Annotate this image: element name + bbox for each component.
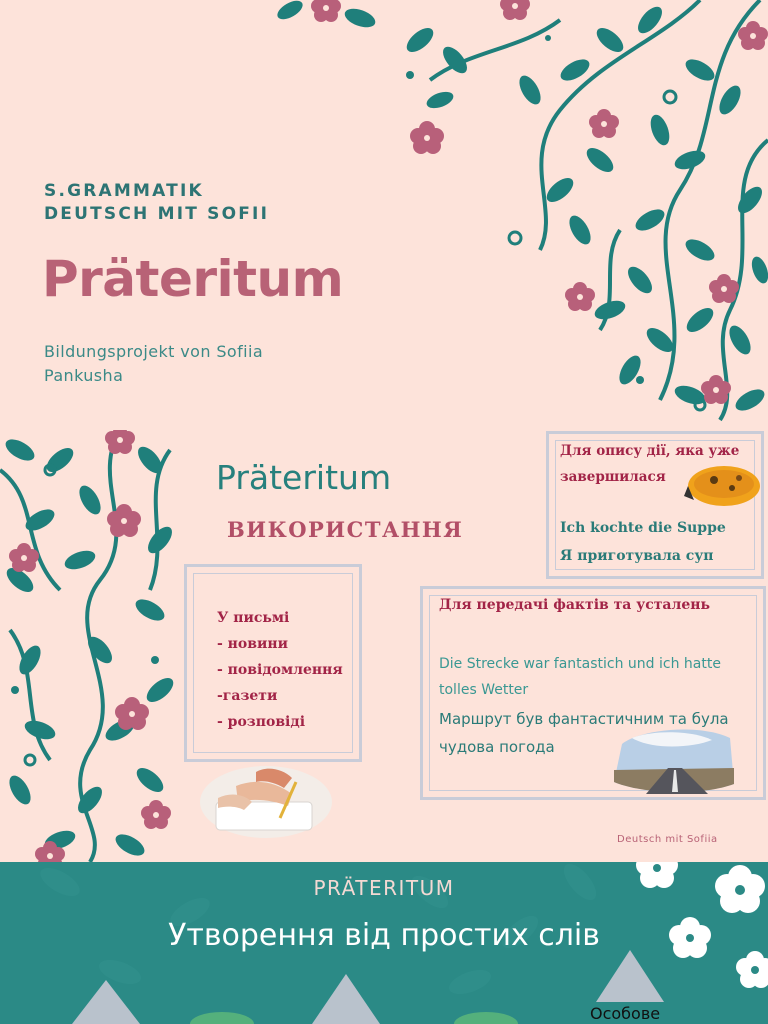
card-completed-examples bbox=[560, 514, 726, 570]
usage-heading: ВИКОРИСТАННЯ bbox=[227, 517, 464, 542]
writing-line: - новини bbox=[217, 636, 289, 652]
road-landscape-image bbox=[612, 724, 736, 796]
formation-kicker: PRÄTERITUM bbox=[313, 876, 455, 900]
completed-example-ua: Я приготувала суп bbox=[560, 548, 714, 564]
kicker-line-2: DEUTSCH MIT SOFII bbox=[44, 204, 270, 224]
writing-hands-image bbox=[196, 758, 336, 840]
card-facts-heading: Для передачі фактів та усталень bbox=[439, 597, 711, 613]
soup-pot-image bbox=[684, 460, 764, 510]
writing-line: - розповіді bbox=[217, 714, 306, 730]
series-kicker bbox=[44, 180, 269, 226]
writing-line: У письмі bbox=[217, 610, 290, 626]
formation-title: Утворення від простих слів bbox=[168, 918, 600, 953]
completed-example-de: Ich kochte die Suppe bbox=[560, 520, 726, 536]
slide-footer-credit: Deutsch mit Sofiia bbox=[617, 834, 718, 845]
completed-heading-line-1: Для опису дії, яка уже bbox=[560, 443, 740, 459]
slide-title-heading: Präteritum bbox=[42, 250, 344, 308]
slide-subtitle: Bildungsprojekt von Sofiia Pankusha bbox=[44, 342, 264, 385]
card-writing-lines bbox=[217, 605, 343, 735]
floral-vine-decoration-left bbox=[0, 430, 190, 862]
formation-label-personal: Особове bbox=[590, 1004, 661, 1023]
card-facts-example-de: Die Strecke war fantastich und ich hatte tolles Wetter bbox=[439, 656, 721, 698]
writing-line: - повідомлення bbox=[217, 662, 343, 678]
completed-heading-line-2: завершилася bbox=[560, 469, 666, 485]
card-writing bbox=[184, 564, 362, 762]
kicker-line-1: S.GRAMMATIK bbox=[44, 181, 204, 201]
slide-title bbox=[0, 0, 768, 430]
writing-line: -газети bbox=[217, 688, 278, 704]
usage-slide-title: Präteritum bbox=[216, 458, 392, 497]
card-facts-example-ua: Маршрут був фантастичним та була чудова погода bbox=[439, 710, 729, 756]
